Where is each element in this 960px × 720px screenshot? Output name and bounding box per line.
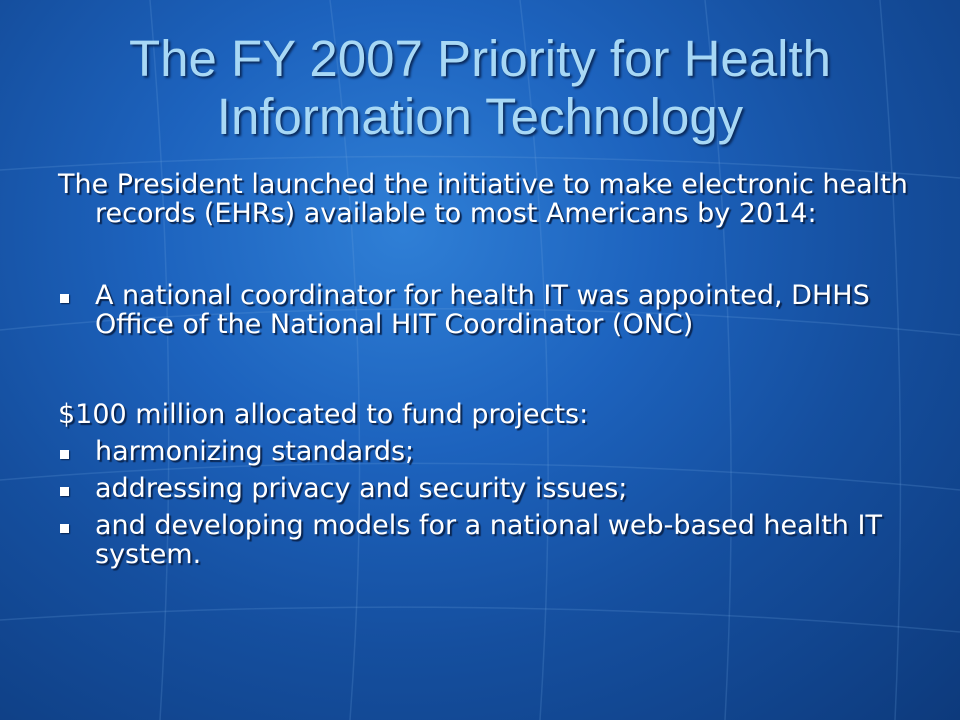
intro-paragraph: The President launched the initiative to make electronic health records (EHRs) available to most Americans by 2014: <box>58 169 908 229</box>
coordinator-list <box>58 281 918 339</box>
slide-body <box>58 170 918 577</box>
funding-list <box>58 437 918 569</box>
list-item <box>58 511 918 569</box>
list-item <box>58 281 918 339</box>
funding-heading: $100 million allocated to fund projects: <box>58 399 589 430</box>
funding-item-text: addressing privacy and security issues; <box>95 473 628 504</box>
square-bullet-icon <box>60 487 69 496</box>
slide-title: The FY 2007 Priority for Health Information Technology <box>128 30 832 145</box>
square-bullet-icon <box>60 450 69 459</box>
funding-item-text: harmonizing standards; <box>95 436 415 467</box>
square-bullet-icon <box>60 294 69 303</box>
list-item <box>58 474 918 503</box>
funding-item-text: and developing models for a national web-based health IT system. <box>95 510 882 570</box>
square-bullet-icon <box>60 524 69 533</box>
coordinator-bullet-text: A national coordinator for health IT was appointed, DHHS Office of the National HIT Coordinator (ONC) <box>95 280 870 340</box>
list-item <box>58 437 918 466</box>
